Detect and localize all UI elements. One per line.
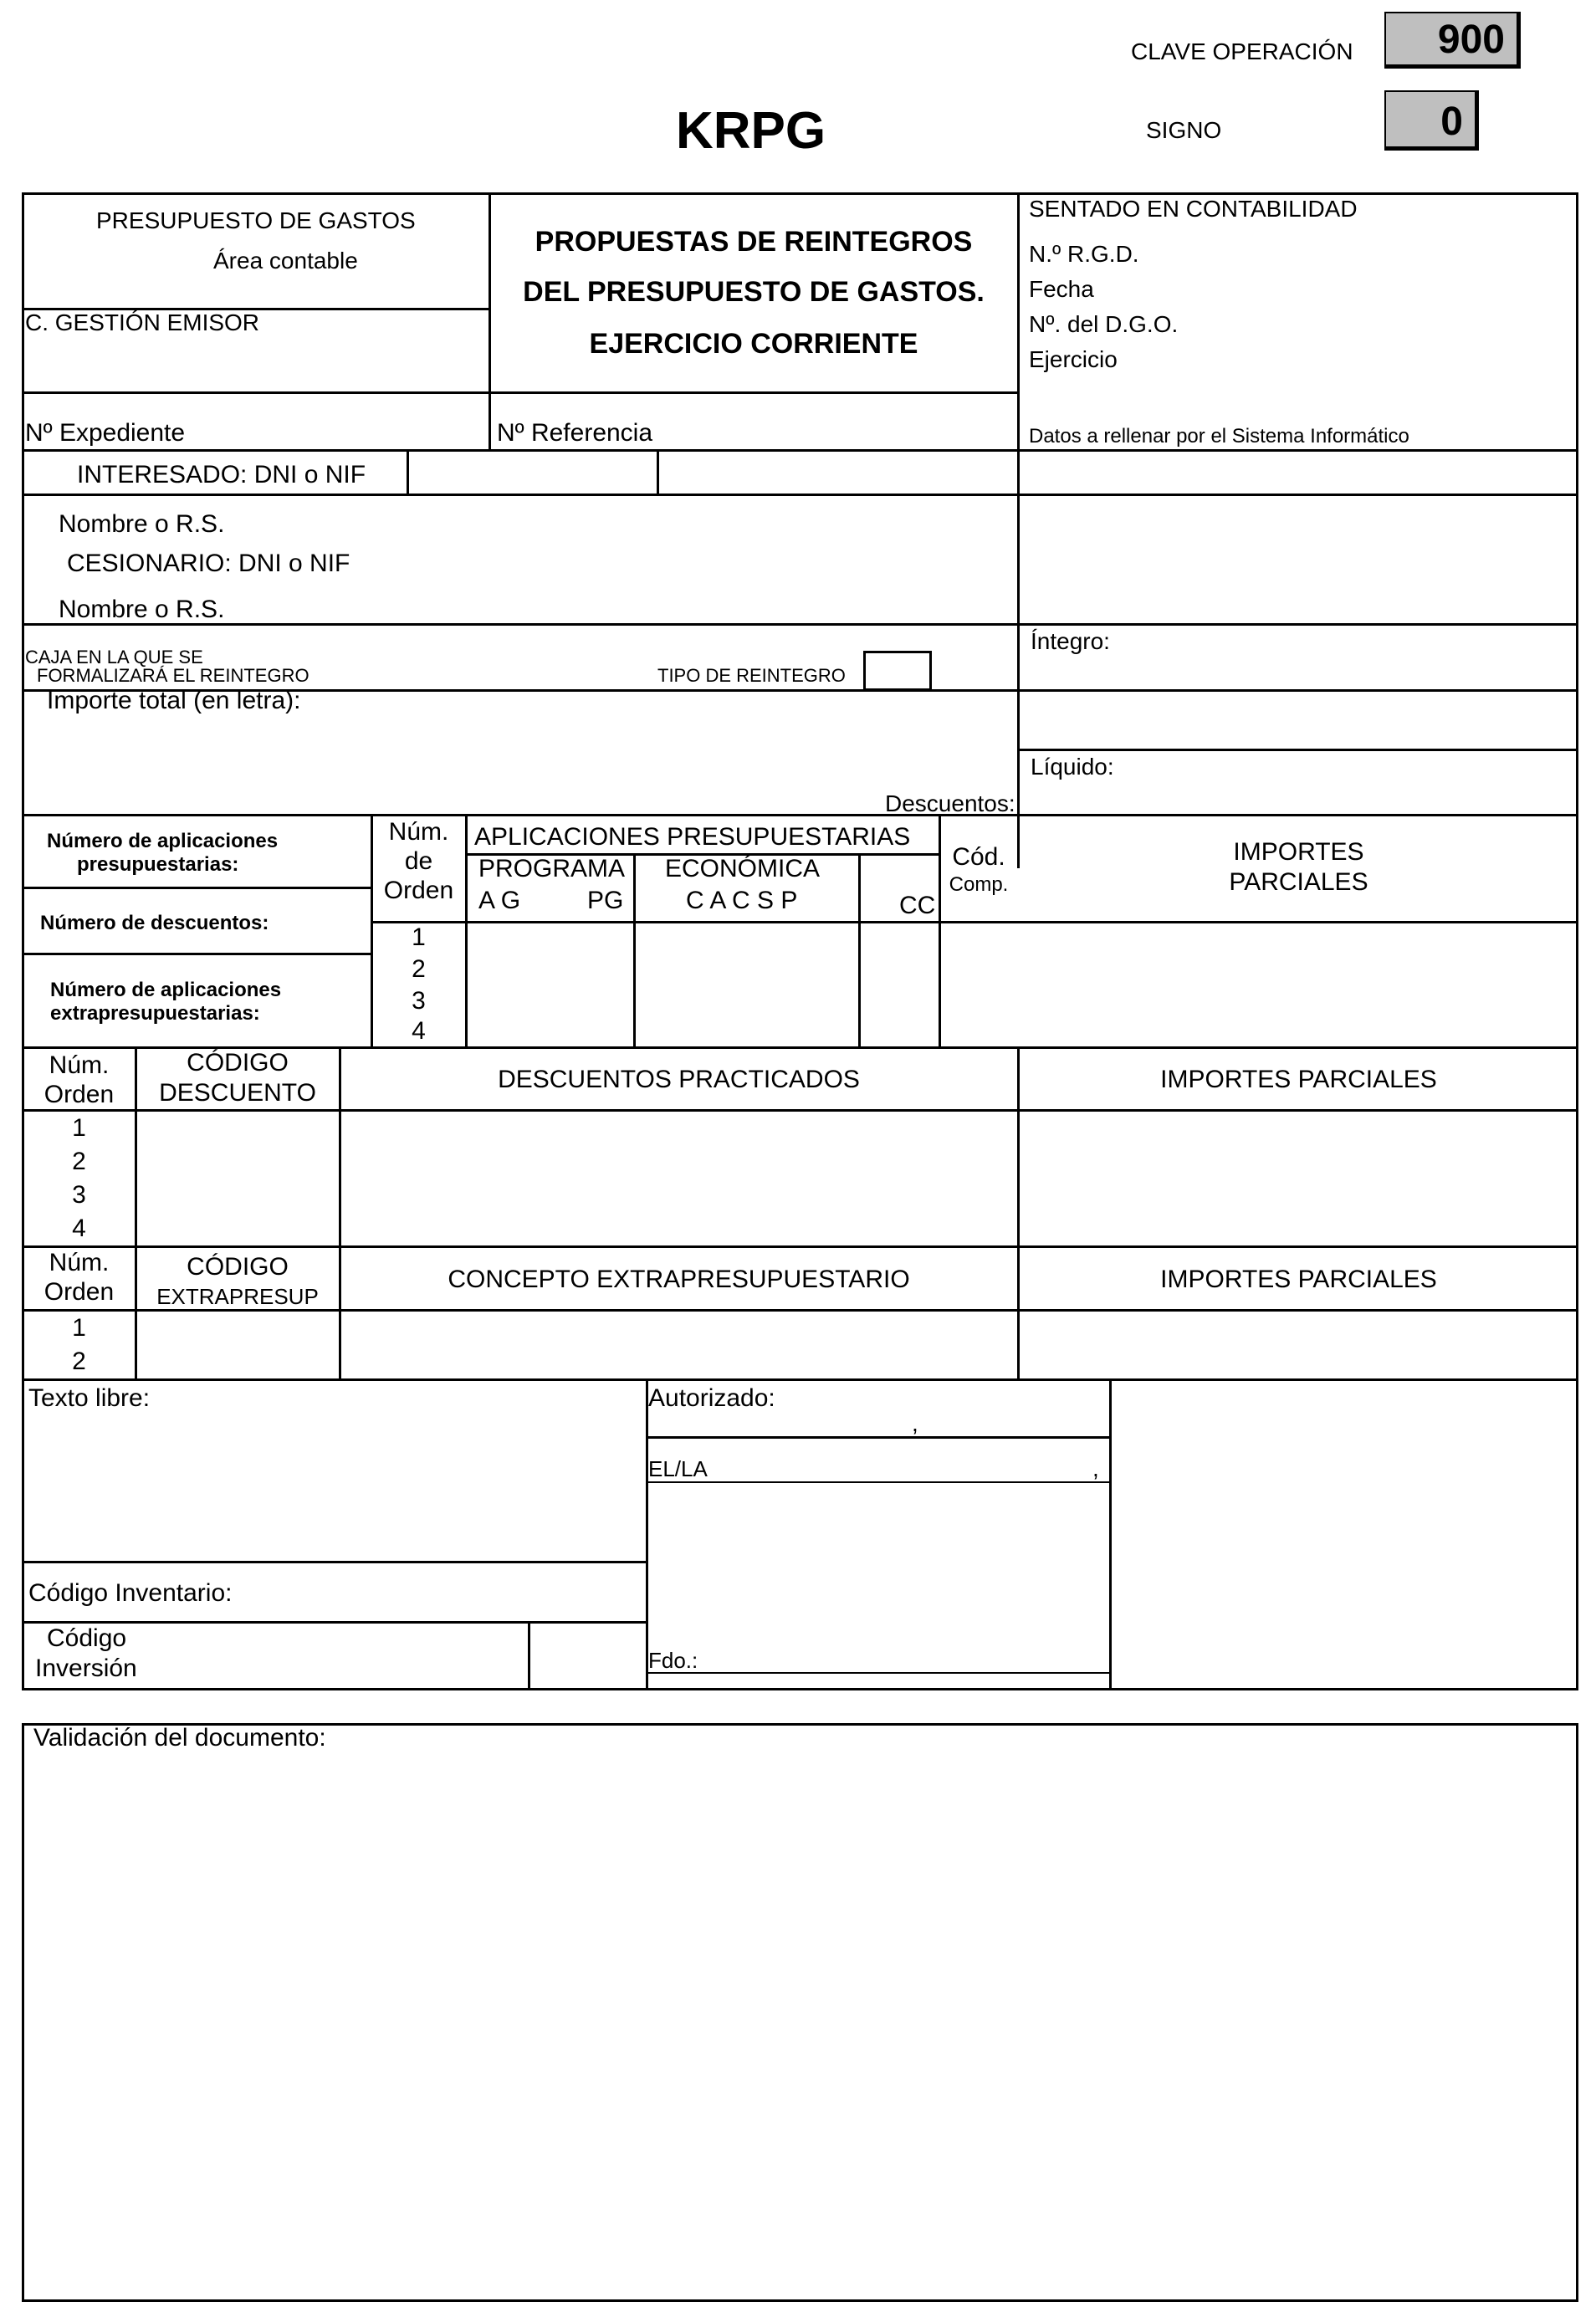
signo-label: SIGNO <box>1146 117 1222 143</box>
aplicacion-row-number: 4 <box>412 1017 426 1045</box>
title-line-3: EJERCICIO CORRIENTE <box>589 328 918 360</box>
descuento-row-number: 2 <box>72 1148 86 1175</box>
divider <box>22 814 1578 816</box>
divider <box>339 1046 341 1380</box>
desc-codigo-label: CÓDIGO <box>187 1049 289 1077</box>
integro-label: Íntegro: <box>1031 628 1110 654</box>
divider <box>465 814 468 1048</box>
divider <box>22 494 1578 496</box>
el-la-label: EL/LA <box>648 1456 708 1481</box>
programa-label: PROGRAMA <box>478 855 626 882</box>
expediente-label: Nº Expediente <box>25 419 186 447</box>
dgo-label: Nº. del D.G.O. <box>1029 311 1179 337</box>
gestion-emisor-label: C. GESTIÓN EMISOR <box>25 309 260 335</box>
descuentos-practicados-label: DESCUENTOS PRACTICADOS <box>498 1066 860 1093</box>
area-contable-label: Área contable <box>213 248 358 274</box>
validacion-label: Validación del documento: <box>33 1724 326 1752</box>
cacsp-label: C A C S P <box>686 887 798 914</box>
importe-letra-label: Importe total (en letra): <box>47 687 301 714</box>
comp-label: Comp. <box>949 873 1009 896</box>
aplicacion-row-number: 1 <box>412 923 426 951</box>
nombre-interesado-label: Nombre o R.S. <box>59 510 225 538</box>
codigo-inversion-label-2: Inversión <box>35 1655 137 1682</box>
num-extra-label-1: Número de aplicaciones <box>50 979 282 1001</box>
interesado-label: INTERESADO: DNI o NIF <box>77 461 366 488</box>
sentado-label: SENTADO EN CONTABILIDAD <box>1029 196 1358 222</box>
firmado-label: Fdo.: <box>648 1648 698 1673</box>
desc-orden-label: Orden <box>43 1081 115 1108</box>
divider <box>646 1378 648 1690</box>
divider <box>22 1245 1578 1248</box>
clave-operacion-label: CLAVE OPERACIÓN <box>1131 38 1353 64</box>
num-extra-label-2: extrapresupuestarias: <box>50 1002 260 1025</box>
descuentos-label: Descuentos: <box>885 790 1015 816</box>
caja-label-1: CAJA EN LA QUE SE <box>25 647 203 667</box>
divider <box>1109 1378 1112 1690</box>
descuento-row-number: 1 <box>72 1114 86 1142</box>
nombre-cesionario-label: Nombre o R.S. <box>59 596 225 623</box>
autorizado-label: Autorizado: <box>648 1384 775 1412</box>
divider <box>646 1436 1111 1439</box>
cc-label: CC <box>899 892 936 919</box>
divider <box>22 887 372 889</box>
extra-codigo-label: CÓDIGO <box>187 1253 289 1281</box>
texto-libre-label: Texto libre: <box>28 1384 151 1412</box>
divider <box>22 449 1578 452</box>
desc-descuento-label: DESCUENTO <box>159 1079 316 1107</box>
num-orden-label-2: de <box>404 847 433 875</box>
form-frame <box>22 192 1578 1690</box>
divider <box>633 853 636 1048</box>
concepto-extra-label: CONCEPTO EXTRAPRESUPUESTARIO <box>448 1266 910 1293</box>
el-la-comma: , <box>1092 1455 1099 1481</box>
importes-parciales-label-2: PARCIALES <box>1229 868 1368 896</box>
divider <box>22 1309 1578 1312</box>
tipo-reintegro-field[interactable] <box>863 651 932 691</box>
aplicacion-row-number: 2 <box>412 955 426 983</box>
divider <box>657 449 659 494</box>
divider <box>22 1109 1578 1112</box>
divider <box>22 953 372 955</box>
cesionario-label: CESIONARIO: DNI o NIF <box>67 550 350 577</box>
referencia-label: Nº Referencia <box>497 419 653 447</box>
divider <box>1017 1046 1020 1380</box>
presupuesto-label: PRESUPUESTO DE GASTOS <box>96 207 416 233</box>
title-line-1: PROPUESTAS DE REINTEGROS <box>535 226 973 258</box>
divider <box>22 391 1019 394</box>
divider <box>407 449 409 494</box>
aplicacion-row-number: 3 <box>412 987 426 1015</box>
divider <box>1017 192 1020 868</box>
divider <box>22 1561 647 1563</box>
tipo-reintegro-label: TIPO DE REINTEGRO <box>657 665 846 686</box>
extra-num-label: Núm. <box>49 1249 110 1276</box>
form-code: KRPG <box>676 102 826 160</box>
divider <box>646 1672 1111 1674</box>
divider <box>22 1621 647 1624</box>
importes-parciales-label-1: IMPORTES <box>1233 838 1364 866</box>
num-descuentos-label: Número de descuentos: <box>40 912 269 934</box>
liquido-label: Líquido: <box>1031 754 1114 780</box>
rgd-label: N.º R.G.D. <box>1029 241 1139 267</box>
ejercicio-label: Ejercicio <box>1029 346 1118 372</box>
divider <box>22 1378 1578 1381</box>
ag-label: A G <box>478 887 521 914</box>
datos-sistema-label: Datos a rellenar por el Sistema Informático <box>1029 425 1409 448</box>
pg-label: PG <box>587 887 624 914</box>
divider <box>528 1621 530 1690</box>
descuento-row-number: 3 <box>72 1181 86 1209</box>
extra-importes-label: IMPORTES PARCIALES <box>1160 1266 1437 1293</box>
signo-value: 0 <box>1384 90 1479 151</box>
codigo-inversion-label-1: Código <box>47 1624 127 1652</box>
economica-label: ECONÓMICA <box>665 855 821 882</box>
clave-operacion-value: 900 <box>1384 12 1521 69</box>
num-aplicaciones-label-1: Número de aplicaciones <box>47 830 279 852</box>
autorizado-comma: , <box>912 1410 918 1436</box>
divider <box>1017 749 1578 751</box>
divider <box>646 1481 1111 1483</box>
desc-importes-label: IMPORTES PARCIALES <box>1160 1066 1437 1093</box>
extra-orden-label: Orden <box>43 1278 115 1306</box>
divider <box>22 623 1578 626</box>
cod-label: Cód. <box>952 843 1005 871</box>
extra-row-number: 2 <box>72 1348 86 1375</box>
extrapresup-label: EXTRAPRESUP <box>156 1284 319 1309</box>
extra-row-number: 1 <box>72 1314 86 1342</box>
divider <box>371 921 1578 923</box>
fecha-label: Fecha <box>1029 276 1094 302</box>
aplicaciones-title: APLICACIONES PRESUPUESTARIAS <box>474 823 911 851</box>
descuento-row-number: 4 <box>72 1215 86 1242</box>
caja-label-2: FORMALIZARÁ EL REINTEGRO <box>37 665 309 686</box>
num-aplicaciones-label-2: presupuestarias: <box>77 853 239 876</box>
num-orden-label-3: Orden <box>383 877 454 904</box>
validacion-box <box>22 1723 1578 2302</box>
num-orden-label-1: Núm. <box>388 818 449 846</box>
title-line-2: DEL PRESUPUESTO DE GASTOS. <box>523 276 985 308</box>
divider <box>858 853 861 1048</box>
desc-num-label: Núm. <box>49 1051 110 1079</box>
codigo-inventario-label: Código Inventario: <box>28 1579 233 1607</box>
